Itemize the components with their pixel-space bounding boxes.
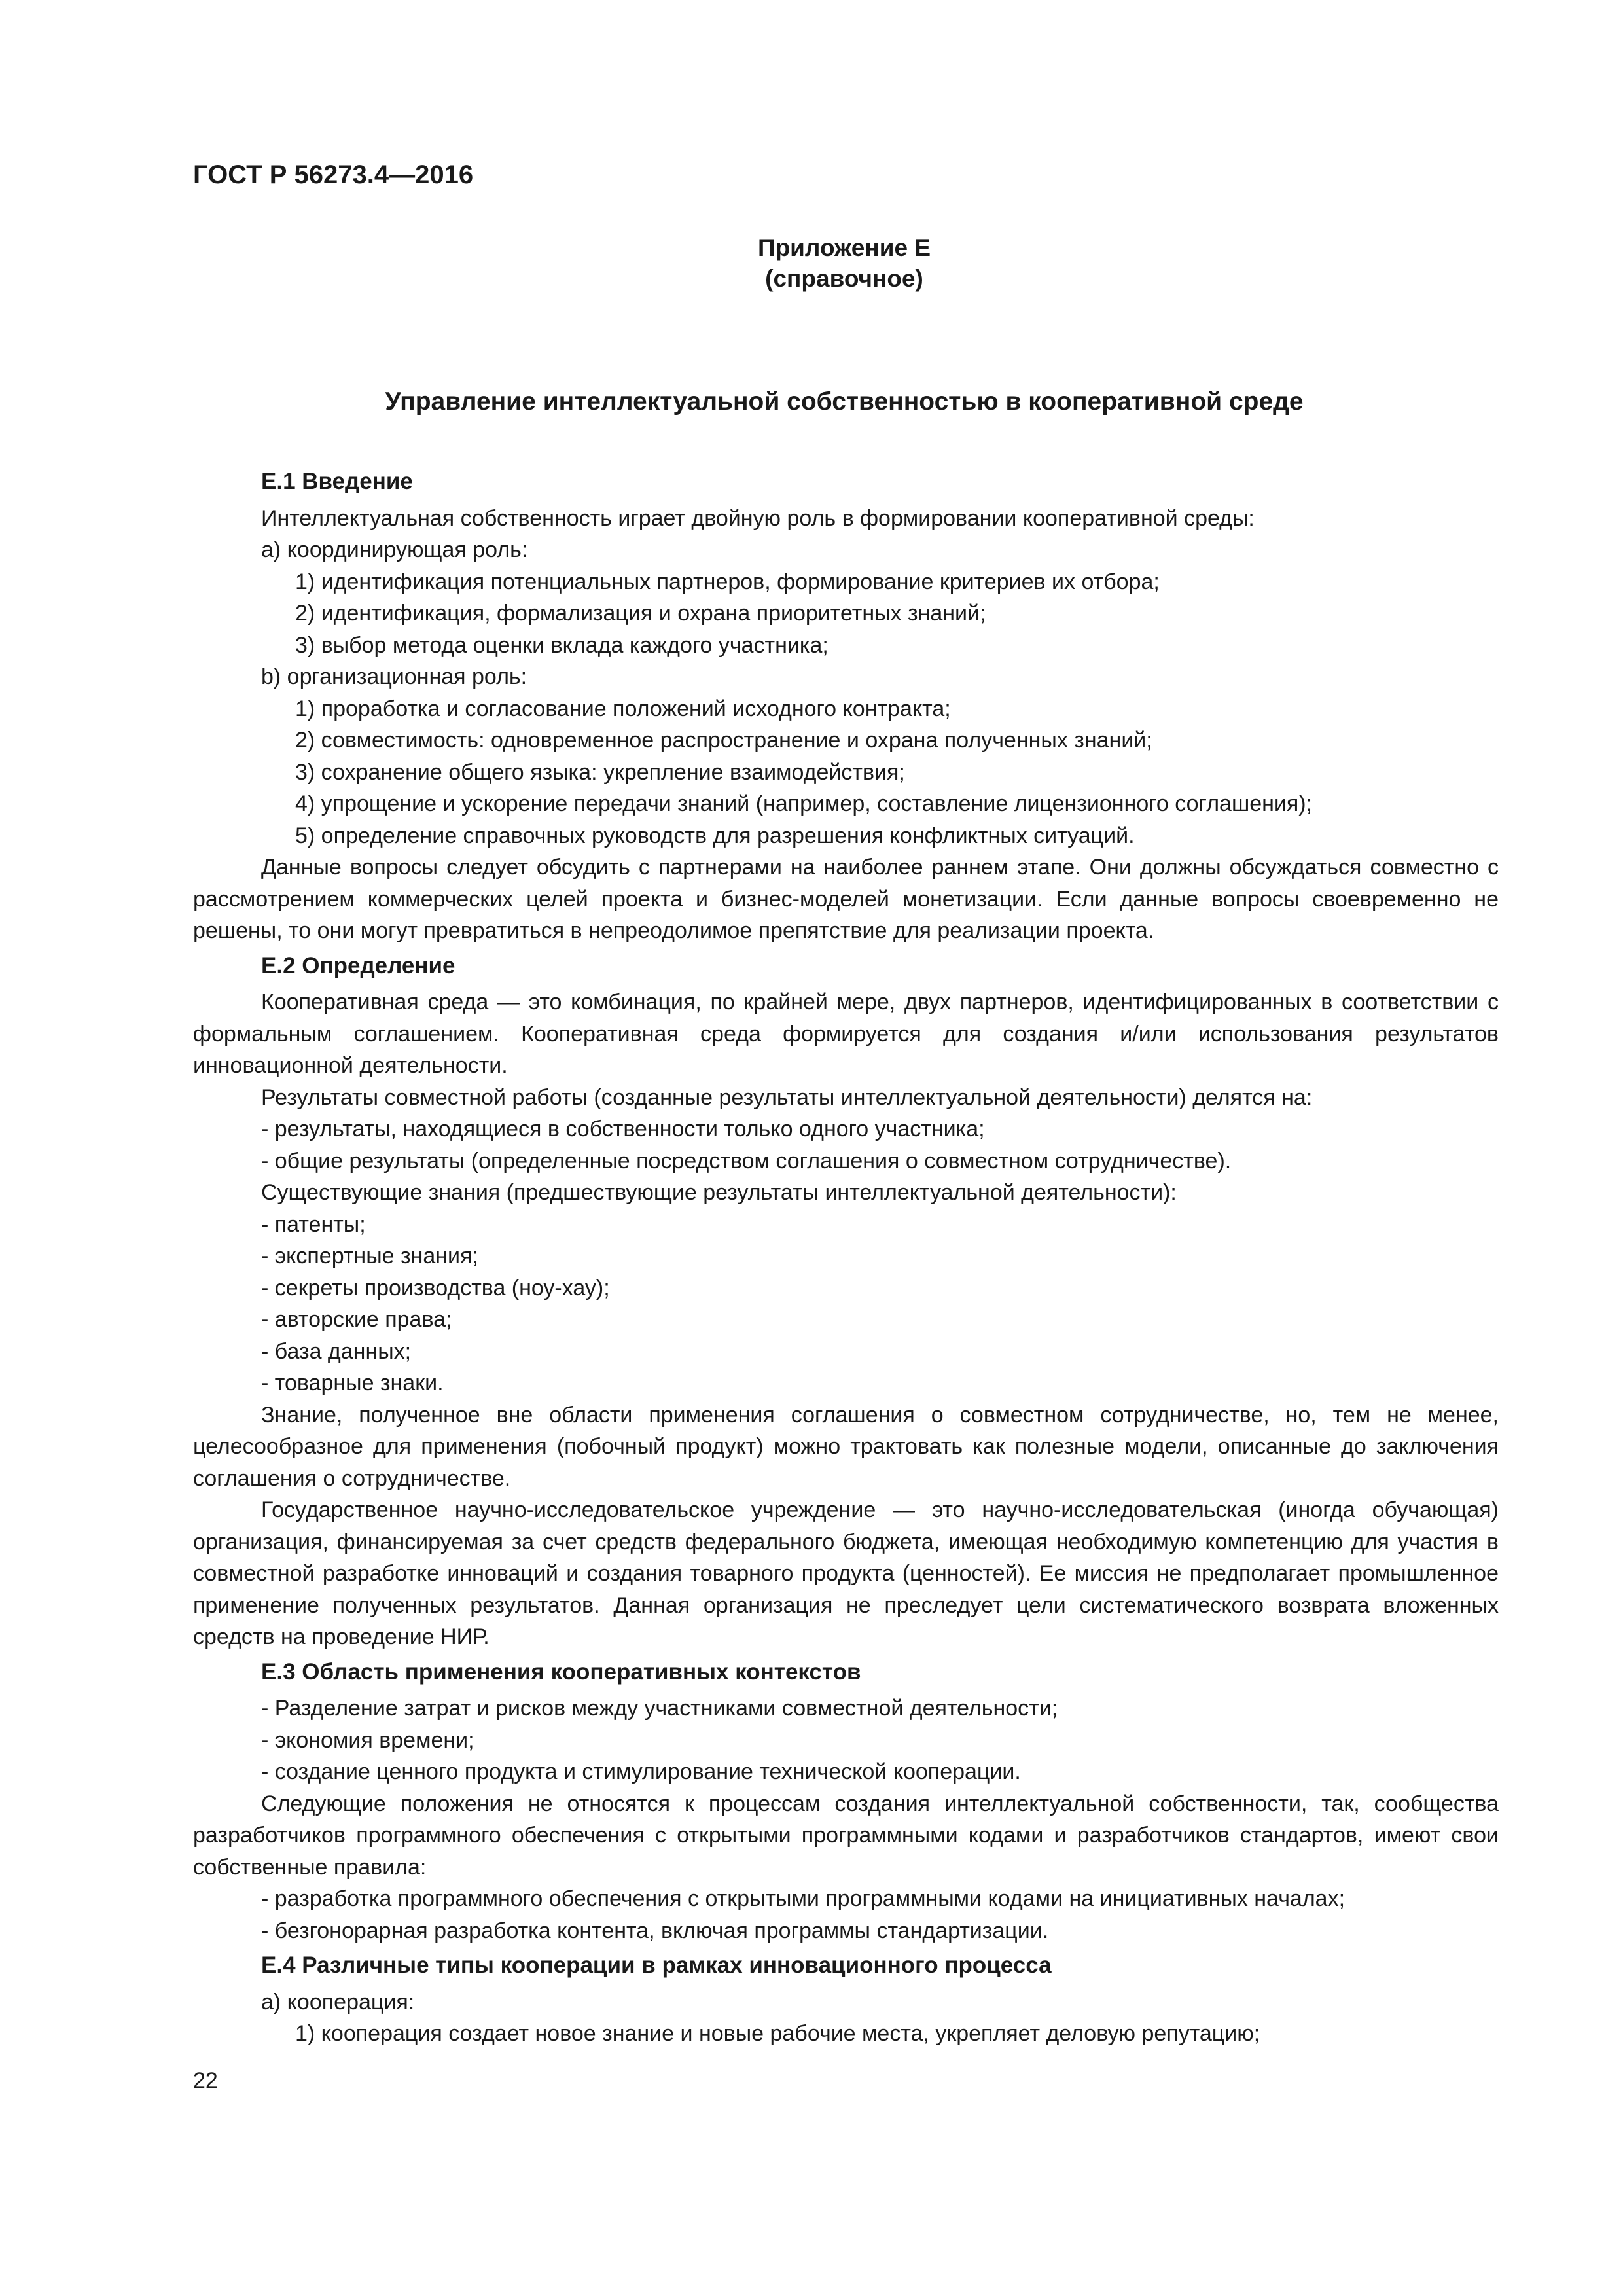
section-heading-e2: Е.2 Определение <box>261 952 455 978</box>
paragraph: Государственное научно-исследовательское учреждение — это научно-исследовательская (иногда обучающая) организация, финансируемая за счет средств федерального бюджета, имеющая необходимую компетенцию для участия в совместной разработке инноваций и создания товарного продукта (ценностей). Ее миссия не предполагает промышленное применение полученных результатов. Данная организация не преследует цели систематического возврата вложенных средств на проведение НИР. <box>193 1498 1499 1649</box>
paragraph: Кооперативная среда — это комбинация, по крайней мере, двух партнеров, идентифицированных в соответствии с формальным соглашением. Кооперативная среда формируется для создания и/или использования результатов инновационной деятельности. <box>193 990 1499 1078</box>
paragraph: Результаты совместной работы (созданные результаты интеллектуальной деятельности) делятся на: <box>261 1085 1313 1110</box>
list-item: 1) проработка и согласование положений исходного контракта; <box>295 696 951 721</box>
section-heading-e3: Е.3 Область применения кооперативных контекстов <box>261 1659 861 1685</box>
list-item: - экономия времени; <box>261 1727 474 1753</box>
list-item: 1) кооперация создает новое знание и новые рабочие места, укрепляет деловую репутацию; <box>295 2021 1260 2046</box>
section-heading-e1: Е.1 Введение <box>261 469 413 494</box>
list-item: 2) совместимость: одновременное распространение и охрана полученных знаний; <box>295 728 1152 753</box>
document-body <box>193 466 1499 2050</box>
list-item: 3) сохранение общего языка: укрепление взаимодействия; <box>295 759 905 785</box>
list-item: - разработка программного обеспечения с открытыми программными кодами на инициативных началах; <box>261 1886 1346 1911</box>
list-item: - безгонорарная разработка контента, включая программы стандартизации. <box>261 1918 1049 1943</box>
list-item: 5) определение справочных руководств для разрешения конфликтных ситуаций. <box>295 823 1135 848</box>
list-item: - секреты производства (ноу-хау); <box>261 1275 610 1300</box>
section-heading-e4: Е.4 Различные типы кооперации в рамках инновационного процесса <box>261 1952 1052 1978</box>
list-item: - авторские права; <box>261 1307 452 1332</box>
annex-header <box>193 232 1495 294</box>
paragraph: Интеллектуальная собственность играет двойную роль в формировании кооперативной среды: <box>261 505 1255 531</box>
list-item: 4) упрощение и ускорение передачи знаний (например, составление лицензионного соглашения); <box>295 791 1313 816</box>
list-item: 3) выбор метода оценки вклада каждого участника; <box>295 632 829 658</box>
paragraph: Следующие положения не относятся к процессам создания интеллектуальной собственности, так, сообщества разработчиков программного обеспечения с открытыми программными кодами и разработчиков стандартов, имеют свои собственные правила: <box>193 1791 1499 1880</box>
list-item: - результаты, находящиеся в собственности только одного участника; <box>261 1117 985 1141</box>
list-item: - создание ценного продукта и стимулирование технической кооперации. <box>261 1759 1021 1784</box>
paragraph: Данные вопросы следует обсудить с партнерами на наиболее раннем этапе. Они должны обсуждаться совместно с рассмотрением коммерческих целей проекта и бизнес-моделей монетизации. Если данные вопросы своевременно не решены, то они могут превратиться в непреодолимое препятствие для реализации проекта. <box>193 855 1499 943</box>
list-item: - общие результаты (определенные посредством соглашения о совместном сотрудничестве). <box>261 1148 1232 1174</box>
annex-label: Приложение Е <box>757 234 931 261</box>
list-item: - товарные знаки. <box>261 1371 444 1395</box>
list-label: а) кооперация: <box>261 1989 415 2015</box>
list-item: - патенты; <box>261 1211 366 1237</box>
paragraph: Существующие знания (предшествующие результаты интеллектуальной деятельности): <box>261 1180 1177 1205</box>
list-item: - Разделение затрат и рисков между участниками совместной деятельности; <box>261 1696 1058 1721</box>
page-number: 22 <box>193 2068 218 2093</box>
annex-title: Управление интеллектуальной собственностью в кооперативной среде <box>385 387 1304 416</box>
list-item: - база данных; <box>261 1338 412 1364</box>
list-item: 1) идентификация потенциальных партнеров, формирование критериев их отбора; <box>295 569 1160 594</box>
list-item: 2) идентификация, формализация и охрана приоритетных знаний; <box>295 601 986 626</box>
list-item: - экспертные знания; <box>261 1244 478 1268</box>
list-label: b) организационная роль: <box>261 664 527 689</box>
list-label: а) координирующая роль: <box>261 537 528 562</box>
paragraph: Знание, полученное вне области применения соглашения о совместном сотрудничестве, но, тем не менее, целесообразное для применения (побочный продукт) можно трактовать как полезные модели, описанные до заключения соглашения о сотрудничестве. <box>193 1402 1499 1491</box>
standard-code: ГОСТ Р 56273.4—2016 <box>193 160 474 189</box>
annex-type: (справочное) <box>765 265 923 292</box>
